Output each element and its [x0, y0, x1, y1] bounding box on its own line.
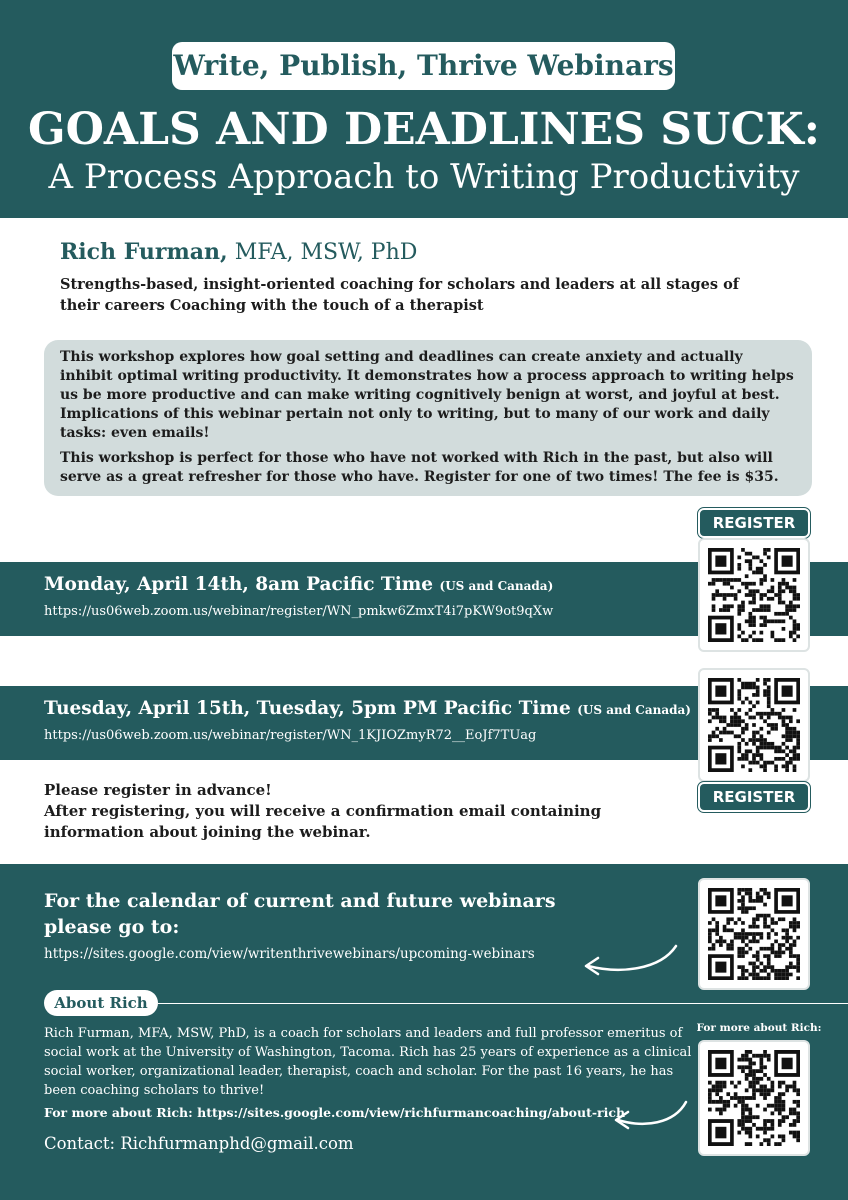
qr-code-icon — [708, 548, 800, 642]
calendar-link[interactable]: https://sites.google.com/view/writenthrivewebinars/upcoming-webinars — [44, 946, 535, 962]
page-subtitle: A Process Approach to Writing Productivity — [48, 157, 800, 197]
contact-email[interactable]: Contact: Richfurmanphd@gmail.com — [44, 1134, 354, 1153]
calendar-heading: For the calendar of current and future webinars please go to: — [44, 890, 556, 938]
presenter-tagline: Strengths-based, insight-oriented coaching for scholars and leaders at all stages of their careers Coaching with the touch of a therapist — [60, 276, 739, 314]
description-paragraph-1: This workshop explores how goal setting and deadlines can create anxiety and actually inhibit optimal writing productivity. It demonstrates how a process approach to writing helps us be more productive and can make writing cognitively benign at worst, and joyful at best. Implications of this webinar pertain not only to writing, but to many of our work and daily tasks: even emails! — [60, 349, 794, 441]
notice-heading: Please register in advance! — [44, 781, 272, 799]
register-now-button-1[interactable]: REGISTER — [698, 508, 810, 538]
about-text: Rich Furman, MFA, MSW, PhD, is a coach for scholars and leaders and full professor emeritus of social work at the University of Washington, Tacoma. Rich has 25 years of experience as a clinical social worker, organizational leader, therapist, coach and scholar. For the past 16 years, he has been coaching scholars to thrive! — [44, 1026, 692, 1098]
presenter-credentials: MFA, MSW, PhD — [227, 240, 418, 265]
session-1-link[interactable]: https://us06web.zoom.us/webinar/register/WN_pmkw6ZmxT4i7pKW9ot9qXw — [44, 604, 554, 619]
presenter-name-text: Rich Furman, — [60, 239, 228, 265]
qr-code-icon — [708, 1050, 800, 1146]
page-title: GOALS AND DEADLINES SUCK: — [28, 104, 820, 155]
session-1-region: (US and Canada) — [439, 579, 554, 593]
series-label: Write, Publish, Thrive Webinars — [172, 42, 675, 90]
session-2-link[interactable]: https://us06web.zoom.us/webinar/register/WN_1KJIOZmyR72__EoJf7TUag — [44, 728, 537, 743]
qr-code-icon — [708, 888, 800, 980]
session-1-title — [44, 574, 553, 595]
qr-about-label: For more about Rich: — [696, 1022, 822, 1034]
qr-code-about[interactable] — [698, 1040, 810, 1156]
qr-code-session-2[interactable] — [698, 668, 810, 782]
presenter-name — [60, 236, 417, 269]
register-now-button-2[interactable]: REGISTER NOW — [698, 782, 810, 812]
about-more-link[interactable]: For more about Rich: https://sites.google.com/view/richfurmancoaching/about-rich — [44, 1105, 626, 1120]
description-box — [44, 340, 812, 496]
qr-code-calendar[interactable] — [698, 878, 810, 990]
registration-notice — [44, 780, 604, 843]
session-2-region: (US and Canada) — [577, 703, 691, 717]
about-divider — [158, 1003, 848, 1004]
session-2-title — [44, 698, 691, 719]
qr-code-session-1[interactable] — [698, 538, 810, 652]
session-2-date: Tuesday, April 15th, Tuesday, 5pm PM Pacific Time — [44, 698, 571, 719]
notice-body: After registering, you will receive a confirmation email containing information about joining the webinar. — [44, 802, 602, 841]
description-paragraph-2: This workshop is perfect for those who have not worked with Rich in the past, but also will serve as a great refresher for those who have. Register for one of two times! The fee is $35. — [60, 450, 779, 485]
session-1-date: Monday, April 14th, 8am Pacific Time — [44, 574, 434, 595]
arrow-left-icon — [580, 940, 682, 980]
qr-code-icon — [708, 678, 800, 772]
about-label: About Rich — [44, 990, 158, 1016]
arrow-left-icon — [608, 1098, 692, 1132]
